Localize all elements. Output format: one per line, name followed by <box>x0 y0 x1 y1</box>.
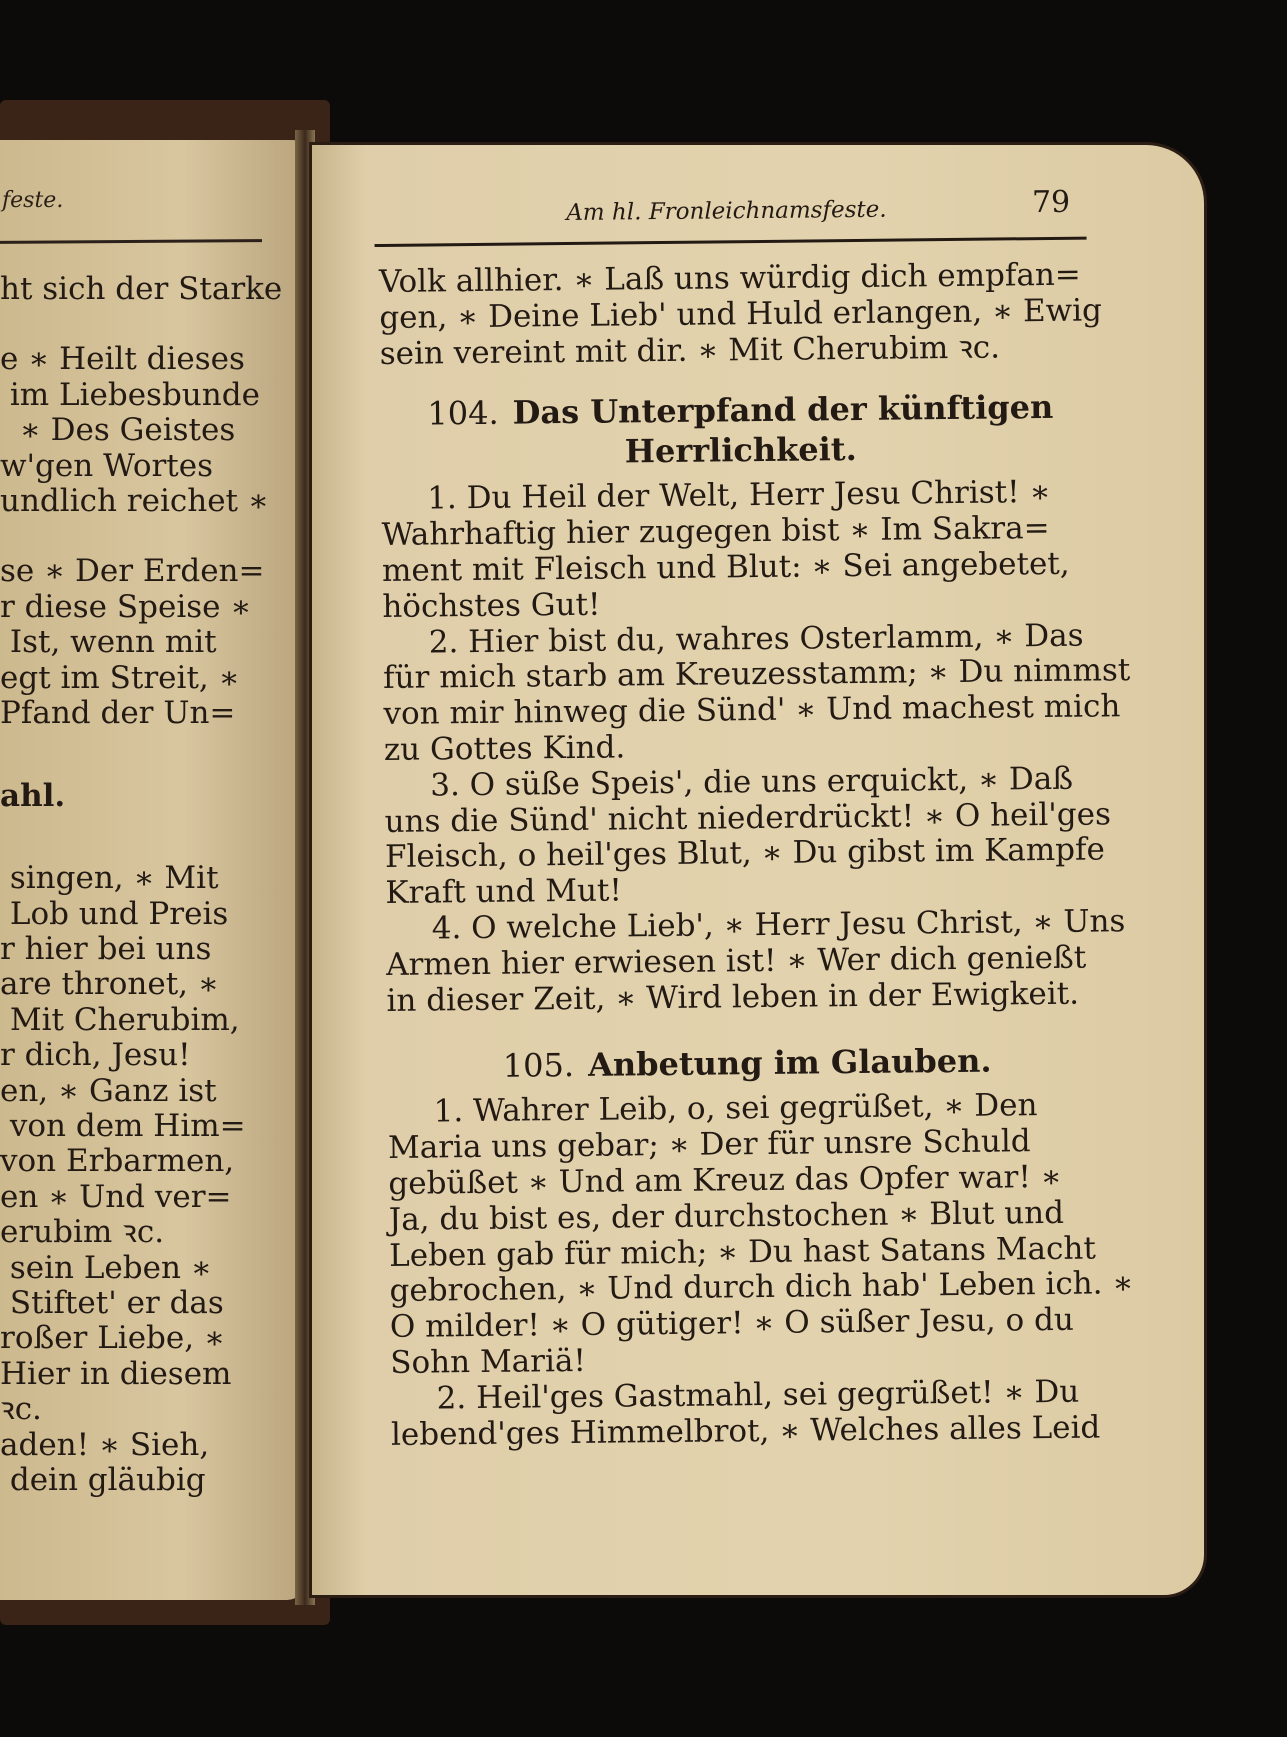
text-line: en ∗ Und ver= <box>0 1178 232 1215</box>
left-page-running-title: feste. <box>2 188 64 213</box>
right-page-content <box>378 182 1134 1453</box>
text-line: r dich, Jesu! <box>0 1037 191 1074</box>
text-line: Mit Cherubim, <box>0 1001 240 1038</box>
text-line: ∗ Des Geistes <box>0 412 236 449</box>
left-page-text <box>0 272 300 1498</box>
text-line: Maria uns gebar; ∗ Der für unsre Schuld <box>387 1123 1031 1167</box>
text-line: ꝛc. <box>0 1391 42 1428</box>
section-104-title-line2: Herrlichkeit. <box>624 430 857 471</box>
text-line: Ist, wenn mit <box>0 624 217 661</box>
section-104-title <box>380 387 1101 475</box>
text-line: gebüßet ∗ Und am Kreuz das Opfer war! ∗ <box>388 1158 1062 1202</box>
text-line: 2. Heil'ges Gastmahl, sei gegrüßet! ∗ Du <box>436 1373 1080 1417</box>
text-line: für mich starb am Kreuzesstamm; ∗ Du nimmst <box>382 652 1131 697</box>
text-line: r diese Speise ∗ <box>0 588 252 625</box>
text-line: erubim ꝛc. <box>0 1214 165 1251</box>
text-line: r hier bei uns <box>0 931 212 968</box>
section-104-number: 104. <box>427 394 499 433</box>
header-rule <box>375 237 1087 247</box>
text-line: Leben gab für mich; ∗ Du hast Satans Macht <box>388 1230 1096 1274</box>
section-104-title-line1: Das Unterpfand der künftigen <box>512 388 1054 432</box>
text-line: 2. Hier bist du, wahres Osterlamm, ∗ Das <box>428 617 1084 661</box>
hymn-105-text <box>387 1087 1134 1453</box>
text-line: se ∗ Der Erden= <box>0 553 265 590</box>
text-line: gebrochen, ∗ Und durch dich hab' Leben ich. ∗ <box>389 1265 1134 1310</box>
text-line: Sohn Mariä! <box>390 1342 587 1381</box>
text-line: en, ∗ Ganz ist <box>0 1072 217 1109</box>
intro-text <box>378 256 1103 372</box>
text-line: ment mit Fleisch und Blut: ∗ Sei angebetet, <box>381 545 1070 589</box>
text-line: von mir hinweg die Sünd' ∗ Und machest mich <box>383 688 1121 733</box>
running-head <box>378 182 1098 230</box>
section-105-title <box>387 1040 1107 1088</box>
text-line: 1. Wahrer Leib, o, sei gegrüßet, ∗ Den <box>433 1087 1038 1130</box>
text-line: undlich reichet ∗ <box>0 482 269 519</box>
text-line <box>0 519 300 554</box>
text-line <box>0 307 300 342</box>
running-title: Am hl. Fronleichnamsfeste. <box>566 196 887 227</box>
text-line: w'gen Wortes <box>0 447 214 484</box>
text-line <box>0 826 300 861</box>
text-line: roßer Liebe, ∗ <box>0 1320 226 1357</box>
text-line: Fleisch, o heil'ges Blut, ∗ Du gibst im Kampfe <box>384 831 1106 876</box>
text-line: dein gläubig <box>0 1461 206 1498</box>
text-line: egt im Streit, ∗ <box>0 659 240 696</box>
text-line: Armen hier erwiesen ist! ∗ Wer dich genießt <box>385 939 1087 983</box>
text-line: Hier in diesem <box>0 1355 232 1392</box>
text-line: 4. O welche Lieb', ∗ Herr Jesu Christ, ∗ Uns <box>431 903 1126 947</box>
section-105-number: 105. <box>502 1046 575 1086</box>
text-line: sein vereint mit dir. ∗ Mit Cherubim ꝛc. <box>379 329 1001 372</box>
text-line: Pfand der Un= <box>0 694 236 731</box>
text-line: Ja, du bist es, der durchstochen ∗ Blut und <box>388 1194 1065 1238</box>
text-line: 3. O süße Speis', die uns erquickt, ∗ Daß <box>430 760 1074 804</box>
text-line: lebend'ges Himmelbrot, ∗ Welches alles Leid <box>390 1409 1101 1453</box>
text-line: O milder! ∗ O gütiger! ∗ O süßer Jesu, o du <box>389 1301 1075 1346</box>
text-line <box>0 731 300 766</box>
text-line: höchstes Gut! <box>382 586 601 625</box>
text-line: ht sich der Starke <box>0 271 283 307</box>
text-line: von dem Him= <box>0 1108 246 1145</box>
text-line: im Liebesbunde <box>0 376 260 413</box>
text-line: aden! ∗ Sieh, <box>0 1426 210 1463</box>
page-number: 79 <box>1031 184 1071 221</box>
text-line: e ∗ Heilt dieses <box>0 341 245 378</box>
text-line: 1. Du Heil der Welt, Herr Jesu Christ! ∗ <box>427 474 1051 517</box>
text-line: Kraft und Mut! <box>385 872 623 912</box>
text-line: von Erbarmen, <box>0 1143 235 1180</box>
text-line: uns die Sünd' nicht niederdrückt! ∗ O heil'ges <box>384 795 1112 840</box>
text-line: zu Gottes Kind. <box>383 729 626 768</box>
text-line: Volk allhier. ∗ Laß uns würdig dich empfan= <box>378 256 1081 300</box>
text-line: are thronet, ∗ <box>0 966 219 1003</box>
text-line: Stiftet' er das <box>0 1284 224 1321</box>
text-line: singen, ∗ Mit <box>0 860 219 897</box>
section-105-title-text: Anbetung im Glauben. <box>587 1041 992 1085</box>
text-line: ahl. <box>0 778 66 815</box>
text-line: in dieser Zeit, ∗ Wird leben in der Ewigkeit. <box>386 975 1080 1019</box>
text-line: gen, ∗ Deine Lieb' und Huld erlangen, ∗ Ewig <box>379 292 1103 336</box>
hymn-104-text <box>381 474 1131 1019</box>
text-line: Lob und Preis <box>0 895 229 932</box>
text-line: Wahrhaftig hier zugegen bist ∗ Im Sakra= <box>381 510 1050 554</box>
text-line: sein Leben ∗ <box>0 1249 212 1286</box>
